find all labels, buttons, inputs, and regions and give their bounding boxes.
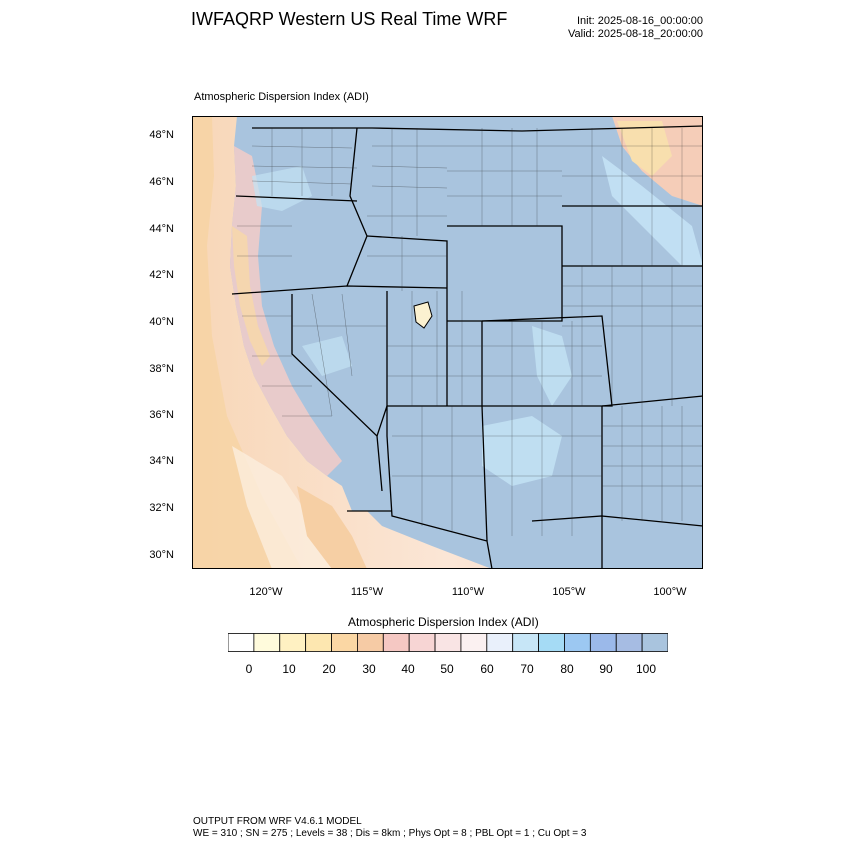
lat-label-32: 32°N xyxy=(149,502,174,514)
valid-time: Valid: 2025-08-18_20:00:00 xyxy=(568,28,703,40)
colorbar-swatch xyxy=(228,634,254,652)
colorbar-swatch xyxy=(461,634,487,652)
model-footer xyxy=(193,816,586,840)
colorbar-label-30: 30 xyxy=(362,662,376,676)
colorbar-swatch xyxy=(642,634,668,652)
lat-label-40: 40°N xyxy=(149,316,174,328)
map-title: Atmospheric Dispersion Index (ADI) xyxy=(194,91,369,103)
colorbar-label-50: 50 xyxy=(440,662,454,676)
colorbar-label-20: 20 xyxy=(322,662,336,676)
footer-line-2: WE = 310 ; SN = 275 ; Levels = 38 ; Dis = 8km ; Phys Opt = 8 ; PBL Opt = 1 ; Cu Opt = 3 xyxy=(193,828,587,839)
init-time: Init: 2025-08-16_00:00:00 xyxy=(577,15,703,27)
lon-label-115: 115°W xyxy=(350,586,384,598)
lat-label-44: 44°N xyxy=(149,223,174,235)
colorbar xyxy=(228,633,668,653)
colorbar-swatch xyxy=(409,634,435,652)
lat-label-38: 38°N xyxy=(149,363,174,375)
lat-label-42: 42°N xyxy=(149,269,174,281)
lat-label-46: 46°N xyxy=(149,176,174,188)
colorbar-swatch xyxy=(332,634,358,652)
colorbar-swatch xyxy=(487,634,513,652)
colorbar-label-70: 70 xyxy=(520,662,534,676)
colorbar-swatch xyxy=(590,634,616,652)
colorbar-label-60: 60 xyxy=(480,662,494,676)
lat-label-36: 36°N xyxy=(149,409,174,421)
adi-map xyxy=(192,116,703,569)
colorbar-label-40: 40 xyxy=(401,662,415,676)
colorbar-label-100: 100 xyxy=(635,662,657,676)
colorbar-swatch xyxy=(513,634,539,652)
colorbar-title: Atmospheric Dispersion Index (ADI) xyxy=(348,615,539,629)
colorbar-swatch xyxy=(616,634,642,652)
footer-line-1: OUTPUT FROM WRF V4.6.1 MODEL xyxy=(193,816,362,827)
colorbar-swatch xyxy=(254,634,280,652)
colorbar-label-90: 90 xyxy=(599,662,613,676)
colorbar-swatch xyxy=(539,634,565,652)
run-times xyxy=(568,15,703,41)
lat-label-34: 34°N xyxy=(149,455,174,467)
colorbar-swatch xyxy=(383,634,409,652)
lon-label-105: 105°W xyxy=(552,586,586,598)
colorbar-swatch xyxy=(306,634,332,652)
colorbar-label-80: 80 xyxy=(560,662,574,676)
colorbar-label-10: 10 xyxy=(282,662,296,676)
colorbar-swatch xyxy=(435,634,461,652)
lon-label-110: 110°W xyxy=(451,586,485,598)
colorbar-swatch xyxy=(357,634,383,652)
colorbar-swatch xyxy=(564,634,590,652)
lon-label-120: 120°W xyxy=(249,586,283,598)
lat-label-48: 48°N xyxy=(149,129,174,141)
colorbar-label-0: 0 xyxy=(245,662,253,676)
lon-label-100: 100°W xyxy=(653,586,687,598)
colorbar-swatch xyxy=(280,634,306,652)
page-title: IWFAQRP Western US Real Time WRF xyxy=(191,9,508,29)
lat-label-30: 30°N xyxy=(149,549,174,561)
